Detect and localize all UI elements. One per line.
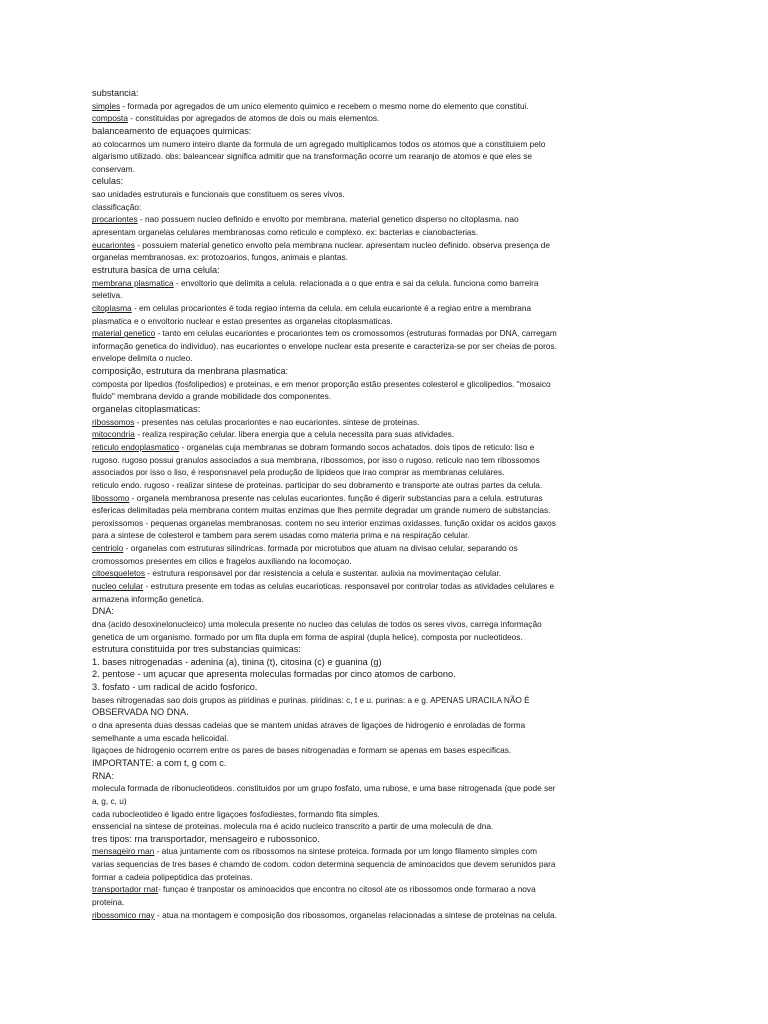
- text-line: [92, 567, 672, 580]
- defined-term: material genetico: [92, 328, 156, 339]
- defined-term: composta: [92, 113, 128, 124]
- line-text: - envoltorio que delimita a celula. relacionada a o que entra e sai da celula. funciona como barreira: [173, 277, 539, 288]
- line-text: - tanto em celulas eucariontes e procariontes tem os cromossomos (estruturas formadas por DNA, carregam: [155, 328, 557, 339]
- text-line: [92, 100, 672, 113]
- line-text: composição, estrutura da menbrana plasmatica:: [92, 366, 289, 377]
- line-text: organelas membranosas. ex: protozoarios, fungos, animais e plantas.: [92, 252, 348, 263]
- section-line: [92, 264, 672, 277]
- text-line: [92, 871, 672, 884]
- text-line: [92, 352, 672, 365]
- line-text: balanceamento de equaçoes quimicas:: [92, 125, 252, 136]
- text-line: [92, 188, 672, 201]
- defined-term: simples: [92, 100, 121, 111]
- defined-term: libossomo: [92, 492, 130, 503]
- line-text: 2. pentose - um açucar que apresenta moleculas formadas por cinco atomos de carbono.: [92, 669, 456, 680]
- line-text: - presentes nas celulas procariontes e nao eucariontes. sintese de proteinas.: [134, 416, 420, 427]
- line-text: - possuiem material genetico envolto pela membrana nuclear. apresentam nucleo definido. observa presença de: [134, 239, 550, 250]
- line-text: peroxissomos - pequenas organelas membranosas. contem no seu interior enzimas oxidasses. função oxidar os acidos gaxos: [92, 517, 556, 528]
- line-text: envelope delimita o nucleo.: [92, 353, 193, 364]
- text-line: [92, 150, 672, 163]
- section-line: [92, 175, 672, 188]
- text-line: [92, 618, 672, 631]
- line-text: celulas:: [92, 176, 124, 187]
- section-line: [92, 403, 672, 416]
- text-line: [92, 479, 672, 492]
- defined-term: citoplasma: [92, 302, 132, 313]
- text-line: [92, 340, 672, 353]
- line-text: conservam.: [92, 163, 135, 174]
- line-text: seletiva.: [92, 290, 123, 301]
- line-text: genetica de um organismo. formado por um fita dupla em forma de aspiral (dupla helice), composta por nucleotideos.: [92, 631, 523, 642]
- line-text: molecula formada de ribonucleotideos. constituidos por um grupo fosfato, uma rubose, e uma base nitrogenada (que pode ser: [92, 783, 556, 794]
- line-text: - estrutura responsavel por dar resistencia a celula e sustentar. aulixia na movimentaçao celular.: [145, 568, 502, 579]
- section-line: [92, 605, 672, 618]
- line-text: substancia:: [92, 88, 139, 98]
- text-line: [92, 593, 672, 606]
- text-line: [92, 517, 672, 530]
- line-text: semelhante a uma escada helicoidal.: [92, 732, 229, 743]
- line-text: varias sequencias de tres bases é chamdo de codom. codon determina sequencia de aminoacidos que devem serunidos para: [92, 859, 556, 870]
- defined-term: reticulo endoplasmatico: [92, 441, 180, 452]
- line-text: cada rubocleotideo é ligado entre ligaçoes fosfodiestes, formando fita simples.: [92, 808, 380, 819]
- line-text: classificação:: [92, 201, 142, 212]
- line-text: o dna apresenta duas dessas cadeias que se mantem unidas atraves de ligaçoes de hidrogenio e enroladas de forma: [92, 720, 526, 731]
- text-line: [92, 428, 672, 441]
- line-text: organelas citoplasmaticas:: [92, 404, 201, 415]
- line-text: - em celulas procariontes é toda regiao interna da celula. em celula eucarionte é a regiao entre a membrana: [131, 302, 532, 313]
- line-text: enssencial na sintese de proteinas. molecula rna é acido nucleico transcrito a partir de uma molecula de dna.: [92, 821, 494, 832]
- text-line: [92, 909, 672, 922]
- section-line: [92, 681, 672, 694]
- line-text: associados por isso o liso, é responsnavel pela produção de lipideos que irao comprar as membranas celulares.: [92, 467, 505, 478]
- section-line: [92, 668, 672, 681]
- text-line: [92, 883, 672, 896]
- defined-term: ribossomos: [92, 416, 135, 427]
- line-text: bases nitrogenadas sao dois grupos as piridinas e purinas. piridinas: c, t e u. purinas: a e g. APENAS URACILA NÃO É: [92, 694, 530, 705]
- line-text: - estrutura presente em todas as celulas eucarioticas. responsavel por controlar todas as atividades celulares e: [143, 580, 555, 591]
- defined-term: eucariontes: [92, 239, 135, 250]
- text-line: [92, 315, 672, 328]
- line-text: fluido" membrana devido a grande mobilidade dos componentes.: [92, 391, 332, 402]
- text-line: [92, 782, 672, 795]
- line-text: estrutura basica de uma celula:: [92, 264, 220, 275]
- line-text: informação genetica do individuo). nas eucariontes o envelope nuclear esta presente e caracteriza-se por ser cheias de poros.: [92, 340, 557, 351]
- line-text: ligaçoes de hidrogenio ocorrem entre os pares de bases nitrogenadas e formam se apenas em bases especificas.: [92, 745, 512, 756]
- line-text: plasmatica e o envoltorio nuclear e estao presentes as organelas citoplasmaticas.: [92, 315, 393, 326]
- document-body: [92, 87, 672, 921]
- line-text: - atua na montagem e composição dos ribossomos, organelas relacionadas a sintese de proteinas na celula.: [154, 909, 557, 920]
- text-line: [92, 845, 672, 858]
- line-text: sao unidades estruturais e funcionais que constituem os seres vivos.: [92, 189, 345, 200]
- text-line: [92, 112, 672, 125]
- line-text: apresentam organelas celulares membranosas como reticulo e complexo. ex: bacterias e cianobacterias.: [92, 227, 478, 238]
- text-line: [92, 492, 672, 505]
- text-line: [92, 239, 672, 252]
- text-line: [92, 226, 672, 239]
- text-line: [92, 378, 672, 391]
- text-line: [92, 719, 672, 732]
- line-text: - organela membranosa presente nas celulas eucariontes. função é digerir substancias para a celula. estruturas: [129, 492, 543, 503]
- text-line: [92, 289, 672, 302]
- line-text: ao colocarmos um numero inteiro diante da formula de um agregado multiplicamos todos os atomos que a constituiem pelo: [92, 138, 546, 149]
- text-line: [92, 213, 672, 226]
- text-line: [92, 820, 672, 833]
- text-line: [92, 454, 672, 467]
- defined-term: mitocondria: [92, 429, 135, 440]
- text-line: [92, 555, 672, 568]
- text-line: [92, 808, 672, 821]
- line-text: - funçao é tranpostar os aminoacidos que encontra no citosol ate os ribossomos onde formarao a nova: [157, 884, 536, 895]
- text-line: [92, 795, 672, 808]
- line-text: esfericas delimitadas pela membrana contem muitas enzimas que lhes permite degradar um grande numero de substancias.: [92, 505, 551, 516]
- line-text: OBSERVADA NO DNA.: [92, 707, 189, 718]
- line-text: DNA:: [92, 606, 114, 617]
- defined-term: membrana plasmatica: [92, 277, 174, 288]
- text-line: [92, 542, 672, 555]
- line-text: - nao possuem nucleo definido e envolto por membrana. material genetico disperso no citoplasma. nao: [137, 214, 519, 225]
- text-line: [92, 441, 672, 454]
- text-line: [92, 580, 672, 593]
- line-text: tres tipos: rna transportador, mensageiro e rubossonico.: [92, 833, 320, 844]
- line-text: formar a cadeia polipeptidica das proteinas.: [92, 871, 253, 882]
- text-line: [92, 327, 672, 340]
- section-line: [92, 757, 672, 770]
- defined-term: nucleo celular: [92, 580, 144, 591]
- line-text: - organelas com estruturas silindricas. formada por microtubos que atuam na divisao celular, separando os: [123, 543, 518, 554]
- line-text: para a sintese de colesterol e tambem para serem usadas como materia prima e na respiração celular.: [92, 530, 470, 541]
- section-line: [92, 87, 672, 100]
- section-line: [92, 833, 672, 846]
- section-line: [92, 770, 672, 783]
- text-line: [92, 201, 672, 214]
- line-text: cromossomos presentes em cilios e fragelos auxiliando na locomoçao.: [92, 555, 352, 566]
- text-line: [92, 732, 672, 745]
- section-line: [92, 125, 672, 138]
- line-text: - organelas cuja membranas se dobram formando socos achatados. dois tipos de reticulo: liso e: [179, 441, 535, 452]
- defined-term: centriolo: [92, 543, 124, 554]
- text-line: [92, 631, 672, 644]
- line-text: dna (acido desoxinelonucleico) uma molecula presente no nucleo das celulas de todos os seres vivos, carrega informação: [92, 618, 542, 629]
- text-line: [92, 744, 672, 757]
- defined-term: ribossomico rnay: [92, 909, 155, 920]
- line-text: composta por lipedios (fosfolipedios) e proteinas, e em menor proporção estão presentes colesterol e glicolipedios. "mosaico: [92, 378, 551, 389]
- line-text: - atua juntamente com os ribossomos na sintese proteica. formada por um longo filamento simples com: [154, 846, 538, 857]
- line-text: reticulo endo. rugoso - realizar sintese de proteinas. participar do seu dobramento e transporte ate outras partes da celula.: [92, 479, 543, 490]
- section-line: [92, 365, 672, 378]
- line-text: rugoso. rugoso possui granulos associados a sua membrana, ribossomos, por isso o rugoso. reticulo nao tem ribossomos: [92, 454, 540, 465]
- defined-term: mensageiro rnan: [92, 846, 155, 857]
- text-line: [92, 858, 672, 871]
- text-line: [92, 138, 672, 151]
- text-line: [92, 896, 672, 909]
- text-line: [92, 466, 672, 479]
- defined-term: transportador rnat: [92, 884, 158, 895]
- text-line: [92, 529, 672, 542]
- line-text: 1. bases nitrogenadas - adenina (a), tinina (t), citosina (c) e guanina (g): [92, 656, 382, 667]
- line-text: proteina.: [92, 897, 125, 907]
- line-text: armazena informção genetica.: [92, 593, 204, 604]
- text-line: [92, 504, 672, 517]
- text-line: [92, 277, 672, 290]
- line-text: algarismo utilizado. obs: baleancear significa admitir que na transformação ocorre um rearanjo de atomos e que eles se: [92, 151, 532, 162]
- defined-term: citoesqueletos: [92, 568, 146, 579]
- line-text: 3. fosfato - um radical de acido fosforico.: [92, 682, 258, 693]
- text-line: [92, 694, 672, 707]
- line-text: IMPORTANTE: a com t, g com c.: [92, 757, 227, 768]
- text-line: [92, 390, 672, 403]
- line-text: - constituidas por agregados de atomos de dois ou mais elementos.: [127, 113, 380, 124]
- section-line: [92, 643, 672, 656]
- defined-term: procariontes: [92, 214, 138, 225]
- section-line: [92, 706, 672, 719]
- text-line: [92, 251, 672, 264]
- line-text: - formada por agregados de um unico elemento quimico e recebem o mesmo nome do elemento que constitui.: [120, 100, 529, 111]
- text-line: [92, 302, 672, 315]
- line-text: RNA:: [92, 770, 114, 781]
- text-line: [92, 416, 672, 429]
- line-text: estrutura constituida por tres substancias quimicas:: [92, 644, 301, 655]
- line-text: a, g, c, u): [92, 795, 127, 806]
- section-line: [92, 656, 672, 669]
- text-line: [92, 163, 672, 176]
- line-text: - realiza respiração celular. libera energia que a celula necessita para suas atividades.: [134, 429, 455, 440]
